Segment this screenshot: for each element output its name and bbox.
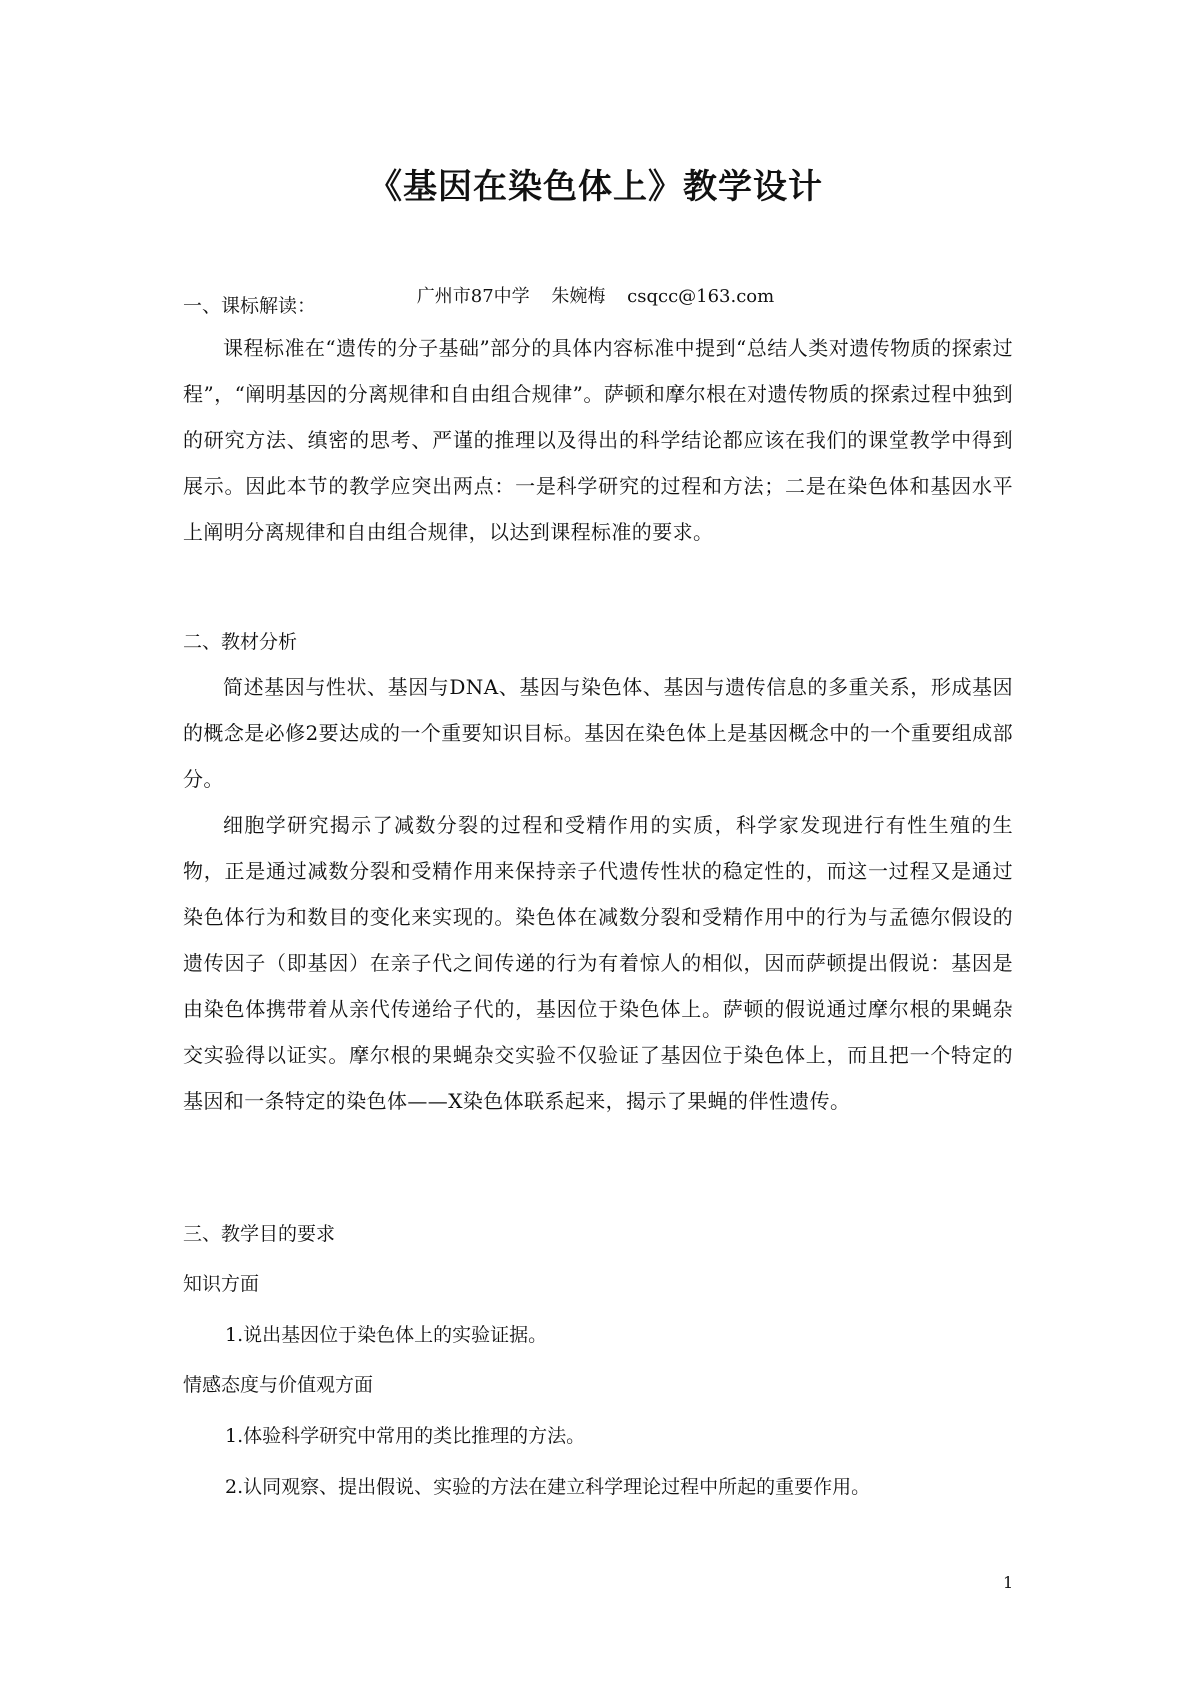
emotion-item-1: 1.体验科学研究中常用的类比推理的方法。 [225,1425,586,1447]
section2-paragraph-1: 简述基因与性状、基因与DNA、基因与染色体、基因与遗传信息的多重关系，形成基因的概念是必修2要达成的一个重要知识目标。基因在染色体上是基因概念中的一个重要组成部分。 [183,675,1013,791]
emotion-heading: 情感态度与价值观方面 [183,1374,374,1396]
section2-heading: 二、教材分析 [183,631,298,653]
section1-heading: 一、课标解读： [183,295,317,317]
author-name: 朱婉梅 [551,286,606,307]
section2-paragraph-2: 细胞学研究揭示了减数分裂的过程和受精作用的实质，科学家发现进行有性生殖的生物，正是通过减数分裂和受精作用来保持亲子代遗传性状的稳定性的，而这一过程又是通过染色体行为和数目的变化来实现的。染色体在减数分裂和受精作用中的行为与孟德尔假设的遗传因子（即基因）在亲子代之间传递的行为有着惊人的相似，因而萨顿提出假说：基因是由染色体携带着从亲代传递给子代的，基因位于染色体上。萨顿的假说通过摩尔根的果蝇杂交实验得以证实。摩尔根的果蝇杂交实验不仅验证了基因位于染色体上，而且把一个特定的基因和一条特定的染色体——X染色体联系起来，揭示了果蝇的伴性遗传。 [183,813,1013,1113]
knowledge-heading: 知识方面 [183,1273,260,1295]
author-school: 广州市87中学 [416,286,530,307]
knowledge-item-1: 1.说出基因位于染色体上的实验证据。 [225,1324,548,1346]
page-number: 1 [1003,1573,1014,1592]
author-email: csqcc@163.com [627,286,775,307]
section2-body [183,664,1013,1124]
section3-heading: 三、教学目的要求 [183,1223,336,1245]
emotion-item-2: 2.认同观察、提出假说、实验的方法在建立科学理论过程中所起的重要作用。 [225,1476,871,1498]
section1-paragraph: 课程标准在“遗传的分子基础”部分的具体内容标准中提到“总结人类对遗传物质的探索过程”，“阐明基因的分离规律和自由组合规律”。萨顿和摩尔根在对遗传物质的探索过程中独到的研究方法、缜密的思考、严谨的推理以及得出的科学结论都应该在我们的课堂教学中得到展示。因此本节的教学应突出两点：一是科学研究的过程和方法；二是在染色体和基因水平上阐明分离规律和自由组合规律，以达到课程标准的要求。 [183,336,1013,544]
section1-body [183,325,1013,555]
document-title: 《基因在染色体上》教学设计 [368,167,823,207]
author-line [0,283,1191,311]
